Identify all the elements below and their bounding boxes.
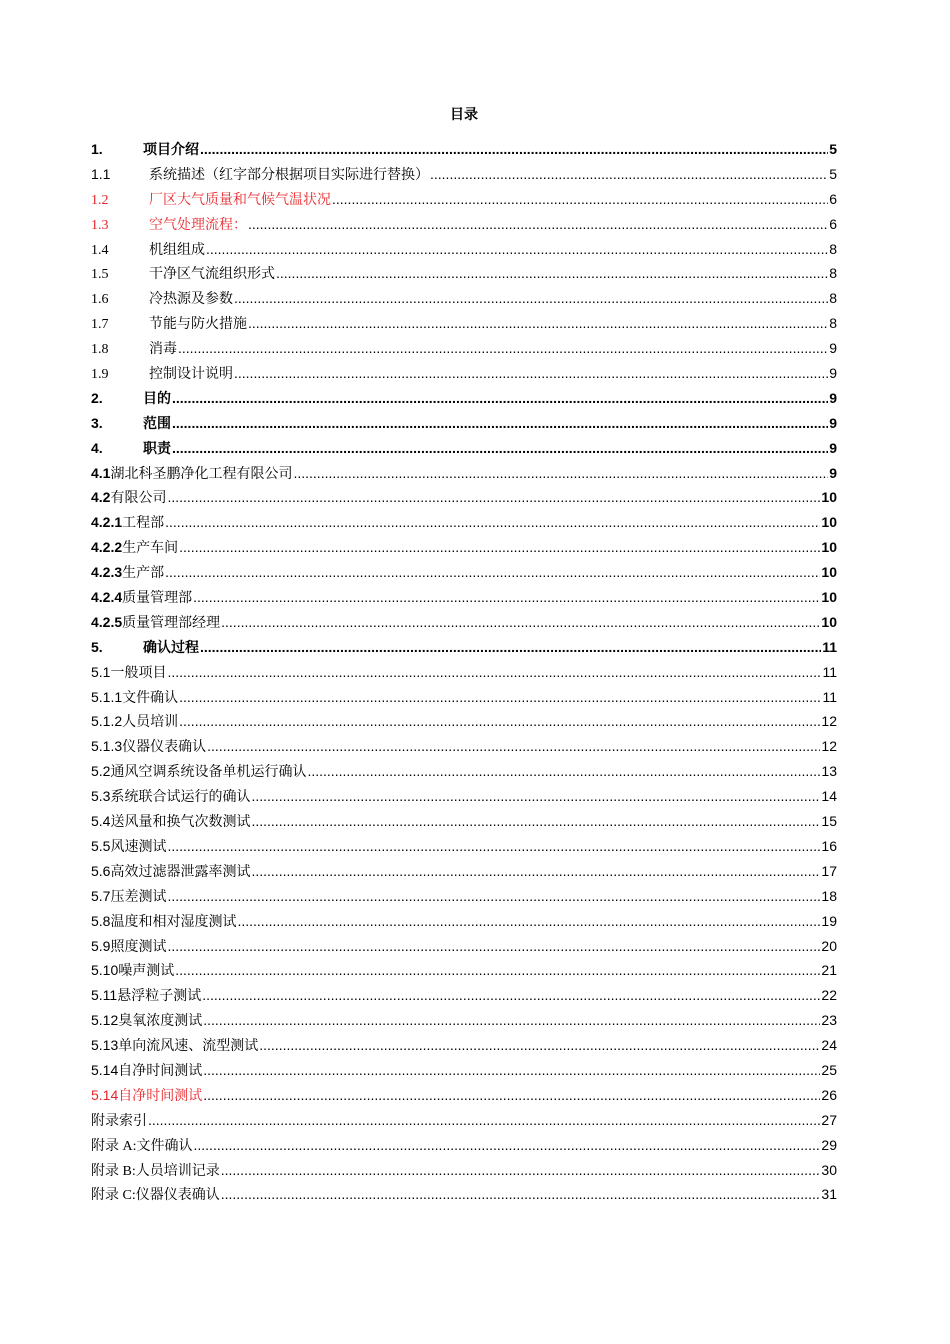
toc-entry[interactable]	[91, 934, 837, 959]
toc-entry-page-number: 11	[822, 688, 837, 705]
toc-entry-page-number: 5	[829, 141, 837, 157]
toc-entry-title: 送风量和换气次数测试	[110, 815, 251, 831]
toc-entry-title: 一般项目	[110, 665, 167, 681]
toc-entry-title: 单向流风速、流型测试	[118, 1039, 259, 1055]
toc-entry-number: 5.12	[91, 1012, 119, 1029]
toc-entry-title: 职责	[143, 439, 171, 456]
toc-entry-number: 5.2	[91, 763, 111, 780]
toc-entry[interactable]	[91, 585, 837, 610]
toc-entry-number: 3.	[91, 414, 103, 431]
toc-dot-leader	[251, 859, 820, 886]
toc-dot-leader	[148, 1108, 820, 1135]
toc-dot-leader	[178, 336, 828, 363]
toc-entry-number: 5.11	[91, 987, 118, 1004]
toc-dot-leader	[293, 461, 828, 488]
toc-entry-number: 5.7	[91, 887, 111, 904]
toc-entry[interactable]	[91, 958, 837, 983]
toc-dot-leader	[332, 187, 828, 214]
toc-entry[interactable]	[91, 709, 837, 734]
toc-entry-page-number: 27	[821, 1111, 837, 1128]
toc-entry-title: 高效过滤器泄露率测试	[110, 864, 251, 880]
toc-entry[interactable]	[91, 834, 837, 859]
toc-entry-number: 4.2.1	[91, 514, 123, 531]
toc-entry[interactable]	[91, 311, 837, 336]
toc-entry-title: 文件确认	[122, 690, 179, 706]
toc-entry-number: 4.2.4	[91, 589, 123, 606]
toc-entry-title: 质量管理部经理	[122, 615, 221, 631]
toc-entry-title: 系统联合试运行的确认	[110, 790, 251, 806]
toc-entry[interactable]	[91, 386, 837, 411]
toc-entry-page-number: 18	[821, 887, 837, 904]
toc-entry-title: 风速测试	[110, 839, 167, 855]
toc-entry[interactable]	[91, 286, 837, 311]
toc-entry-number: 5.1	[91, 663, 111, 680]
toc-dot-leader	[259, 1033, 820, 1060]
toc-entry-title: 系统描述（红字部分根据项目实际进行替换）	[149, 167, 429, 183]
toc-dot-leader	[307, 759, 820, 786]
toc-entry-page-number: 10	[821, 613, 837, 630]
toc-entry-page-number: 8	[829, 240, 837, 257]
toc-entry-title: 噪声测试	[118, 964, 175, 980]
toc-entry-page-number: 17	[821, 862, 837, 879]
toc-entry[interactable]	[91, 1108, 837, 1133]
toc-entry[interactable]	[91, 1083, 837, 1108]
toc-entry[interactable]	[91, 336, 837, 361]
toc-dot-leader	[172, 436, 828, 463]
toc-entry[interactable]	[91, 610, 837, 635]
toc-entry-page-number: 9	[829, 439, 837, 456]
toc-dot-leader	[172, 386, 828, 413]
table-of-contents	[91, 137, 837, 1207]
toc-entry[interactable]	[91, 734, 837, 759]
toc-entry-title: 厂区大气质量和气候气温状况	[149, 192, 331, 208]
toc-entry-number: 4.2.5	[91, 613, 123, 630]
toc-entry-number: 5.10	[91, 962, 119, 979]
toc-dot-leader	[179, 685, 821, 712]
toc-dot-leader	[200, 137, 828, 164]
toc-entry-page-number: 22	[821, 987, 837, 1004]
toc-entry-page-number: 8	[829, 315, 837, 332]
toc-entry-page-number: 12	[821, 713, 837, 730]
toc-entry[interactable]	[91, 809, 837, 834]
toc-entry-title: 节能与防火措施	[149, 317, 247, 333]
toc-entry-number: 1.5	[91, 267, 109, 283]
toc-entry-page-number: 10	[821, 564, 837, 581]
toc-entry-number: 1.4	[91, 242, 109, 258]
toc-entry-title: 工程部	[122, 516, 165, 532]
toc-entry-number: 5.13	[91, 1037, 119, 1054]
toc-entry-page-number: 9	[829, 464, 837, 481]
toc-entry[interactable]	[91, 1182, 837, 1207]
toc-entry-page-number: 31	[821, 1186, 837, 1203]
toc-entry-page-number: 11	[822, 663, 837, 680]
toc-dot-leader	[221, 610, 820, 637]
toc-entry-number: 5.1.3	[91, 738, 123, 755]
toc-entry[interactable]	[91, 983, 837, 1008]
toc-entry-page-number: 15	[821, 813, 837, 830]
toc-entry-number: 5.1.2	[91, 713, 123, 730]
toc-entry[interactable]	[91, 187, 837, 212]
toc-entry[interactable]	[91, 137, 837, 162]
toc-entry-number: 1.9	[91, 367, 109, 383]
toc-entry-number: 4.	[91, 439, 103, 456]
toc-entry-page-number: 13	[821, 763, 837, 780]
toc-entry[interactable]	[91, 1058, 837, 1083]
toc-entry-page-number: 9	[829, 365, 837, 382]
toc-dot-leader	[165, 510, 820, 537]
toc-dot-leader	[430, 162, 828, 189]
toc-entry-number: 5.14	[91, 1086, 119, 1103]
toc-entry-page-number: 24	[821, 1037, 837, 1054]
toc-dot-leader	[202, 983, 820, 1010]
toc-dot-leader	[193, 585, 820, 612]
toc-entry-number: 1.7	[91, 317, 109, 333]
toc-entry-number: 5.6	[91, 862, 111, 879]
toc-entry-title: 附录索引	[91, 1113, 147, 1129]
toc-entry-title: 机组组成	[149, 242, 205, 258]
toc-dot-leader	[203, 1058, 820, 1085]
toc-entry[interactable]	[91, 535, 837, 560]
toc-dot-leader	[167, 884, 820, 911]
toc-dot-leader	[172, 411, 828, 438]
toc-entry-page-number: 20	[821, 937, 837, 954]
toc-entry[interactable]	[91, 361, 837, 386]
toc-entry-page-number: 8	[829, 290, 837, 307]
toc-entry[interactable]	[91, 162, 837, 187]
toc-title: 目录	[450, 106, 478, 122]
toc-entry-page-number: 10	[821, 589, 837, 606]
toc-entry[interactable]	[91, 237, 837, 262]
toc-entry-title: 附录 B:人员培训记录	[91, 1163, 220, 1179]
toc-entry-title: 确认过程	[143, 638, 199, 655]
toc-entry-page-number: 10	[821, 514, 837, 531]
toc-dot-leader	[179, 709, 820, 736]
toc-entry-number: 5.8	[91, 912, 111, 929]
toc-dot-leader	[207, 734, 820, 761]
toc-entry-page-number: 5	[829, 165, 837, 182]
toc-entry[interactable]	[91, 1133, 837, 1158]
toc-entry[interactable]	[91, 485, 837, 510]
toc-entry-number: 4.2.2	[91, 539, 123, 556]
toc-entry-title: 自净时间测试	[118, 1063, 203, 1079]
toc-entry[interactable]	[91, 1033, 837, 1058]
toc-entry-title: 目的	[143, 389, 171, 406]
toc-entry[interactable]	[91, 436, 837, 461]
toc-dot-leader	[221, 1158, 821, 1185]
toc-dot-leader	[175, 958, 820, 985]
toc-dot-leader	[248, 212, 828, 239]
toc-entry-number: 1.2	[91, 192, 109, 208]
toc-entry-page-number: 29	[821, 1136, 837, 1153]
toc-entry-page-number: 30	[821, 1161, 837, 1178]
toc-dot-leader	[194, 1133, 821, 1160]
toc-entry[interactable]	[91, 784, 837, 809]
toc-entry-title: 臭氧浓度测试	[118, 1014, 203, 1030]
toc-entry[interactable]	[91, 685, 837, 710]
toc-entry[interactable]	[91, 1008, 837, 1033]
toc-dot-leader	[179, 535, 820, 562]
toc-entry-number: 5.5	[91, 837, 111, 854]
toc-dot-leader	[203, 1083, 820, 1110]
toc-entry-number: 1.	[91, 141, 103, 157]
toc-entry-page-number: 16	[821, 837, 837, 854]
toc-entry-number: 2.	[91, 389, 103, 406]
toc-entry-page-number: 14	[821, 788, 837, 805]
toc-entry-number: 4.1	[91, 464, 111, 481]
toc-entry[interactable]	[91, 411, 837, 436]
toc-entry-title: 仪器仪表确认	[122, 740, 207, 756]
toc-dot-leader	[167, 660, 821, 687]
toc-entry-page-number: 25	[821, 1061, 837, 1078]
toc-entry-title: 控制设计说明	[149, 367, 233, 383]
toc-entry-page-number: 9	[829, 389, 837, 406]
toc-entry-title: 消毒	[149, 342, 177, 358]
toc-dot-leader	[167, 834, 820, 861]
toc-entry-number: 5.3	[91, 788, 111, 805]
toc-dot-leader	[234, 361, 828, 388]
toc-entry-page-number: 26	[821, 1086, 837, 1103]
toc-entry-number: 1.6	[91, 292, 109, 308]
toc-entry[interactable]	[91, 1158, 837, 1183]
toc-dot-leader	[251, 809, 820, 836]
toc-dot-leader	[237, 909, 820, 936]
toc-entry-page-number: 6	[829, 215, 837, 232]
toc-entry-title: 项目介绍	[143, 141, 199, 157]
toc-dot-leader	[165, 560, 820, 587]
toc-entry-title: 空气处理流程：	[149, 217, 247, 233]
toc-dot-leader	[167, 485, 820, 512]
toc-entry[interactable]	[91, 510, 837, 535]
toc-dot-leader	[200, 635, 821, 662]
toc-entry-page-number: 23	[821, 1012, 837, 1029]
toc-dot-leader	[248, 311, 828, 338]
toc-entry[interactable]	[91, 461, 837, 486]
toc-entry-number: 5.1.1	[91, 688, 123, 705]
toc-dot-leader	[251, 784, 820, 811]
toc-entry[interactable]	[91, 635, 837, 660]
toc-dot-leader	[203, 1008, 820, 1035]
toc-dot-leader	[167, 934, 820, 961]
toc-entry-page-number: 6	[829, 190, 837, 207]
toc-dot-leader	[234, 286, 828, 313]
toc-entry-title: 有限公司	[110, 491, 167, 507]
toc-entry-number: 5.9	[91, 937, 111, 954]
toc-entry[interactable]	[91, 560, 837, 585]
toc-entry-page-number: 10	[821, 489, 837, 506]
toc-entry-number: 1.3	[91, 217, 109, 233]
toc-entry-page-number: 8	[829, 265, 837, 282]
toc-entry-number: 5.4	[91, 813, 111, 830]
toc-entry-title: 悬浮粒子测试	[117, 989, 202, 1005]
toc-entry-title: 照度测试	[110, 939, 167, 955]
toc-entry-number: 4.2.3	[91, 564, 123, 581]
toc-entry-title: 生产部	[122, 566, 165, 582]
toc-entry-number: 5.14	[91, 1061, 119, 1078]
toc-entry-number: 1.8	[91, 342, 109, 358]
toc-entry-title: 干净区气流组织形式	[149, 267, 275, 283]
toc-entry[interactable]	[91, 261, 837, 286]
toc-entry-title: 冷热源及参数	[149, 292, 233, 308]
toc-entry-page-number: 11	[822, 638, 837, 655]
toc-entry-title: 通风空调系统设备单机运行确认	[110, 765, 307, 781]
toc-entry-page-number: 19	[821, 912, 837, 929]
toc-entry-title: 质量管理部	[122, 591, 193, 607]
toc-entry-page-number: 12	[821, 738, 837, 755]
toc-entry-title: 自净时间测试	[118, 1088, 203, 1104]
toc-entry-number: 1.1	[91, 165, 111, 182]
toc-dot-leader	[206, 237, 828, 264]
toc-entry-title: 压差测试	[110, 889, 167, 905]
toc-entry-title: 范围	[143, 414, 171, 431]
toc-entry[interactable]	[91, 660, 837, 685]
toc-entry-title: 温度和相对湿度测试	[110, 914, 237, 930]
toc-entry-title: 生产车间	[122, 541, 179, 557]
toc-entry-page-number: 21	[821, 962, 837, 979]
toc-dot-leader	[276, 261, 828, 288]
toc-entry-number: 4.2	[91, 489, 111, 506]
toc-entry-page-number: 9	[829, 340, 837, 357]
toc-entry-title: 湖北科圣鹏净化工程有限公司	[110, 466, 293, 482]
toc-entry[interactable]	[91, 212, 837, 237]
toc-entry[interactable]	[91, 759, 837, 784]
toc-entry-title: 附录 A:文件确认	[91, 1138, 193, 1154]
toc-entry-title: 附录 C:仪器仪表确认	[91, 1188, 220, 1204]
toc-entry-page-number: 10	[821, 539, 837, 556]
toc-entry-page-number: 9	[829, 414, 837, 431]
toc-entry[interactable]	[91, 859, 837, 884]
toc-entry[interactable]	[91, 884, 837, 909]
toc-dot-leader	[221, 1182, 821, 1209]
toc-entry-title: 人员培训	[122, 715, 179, 731]
toc-entry-number: 5.	[91, 638, 103, 655]
toc-entry[interactable]	[91, 909, 837, 934]
